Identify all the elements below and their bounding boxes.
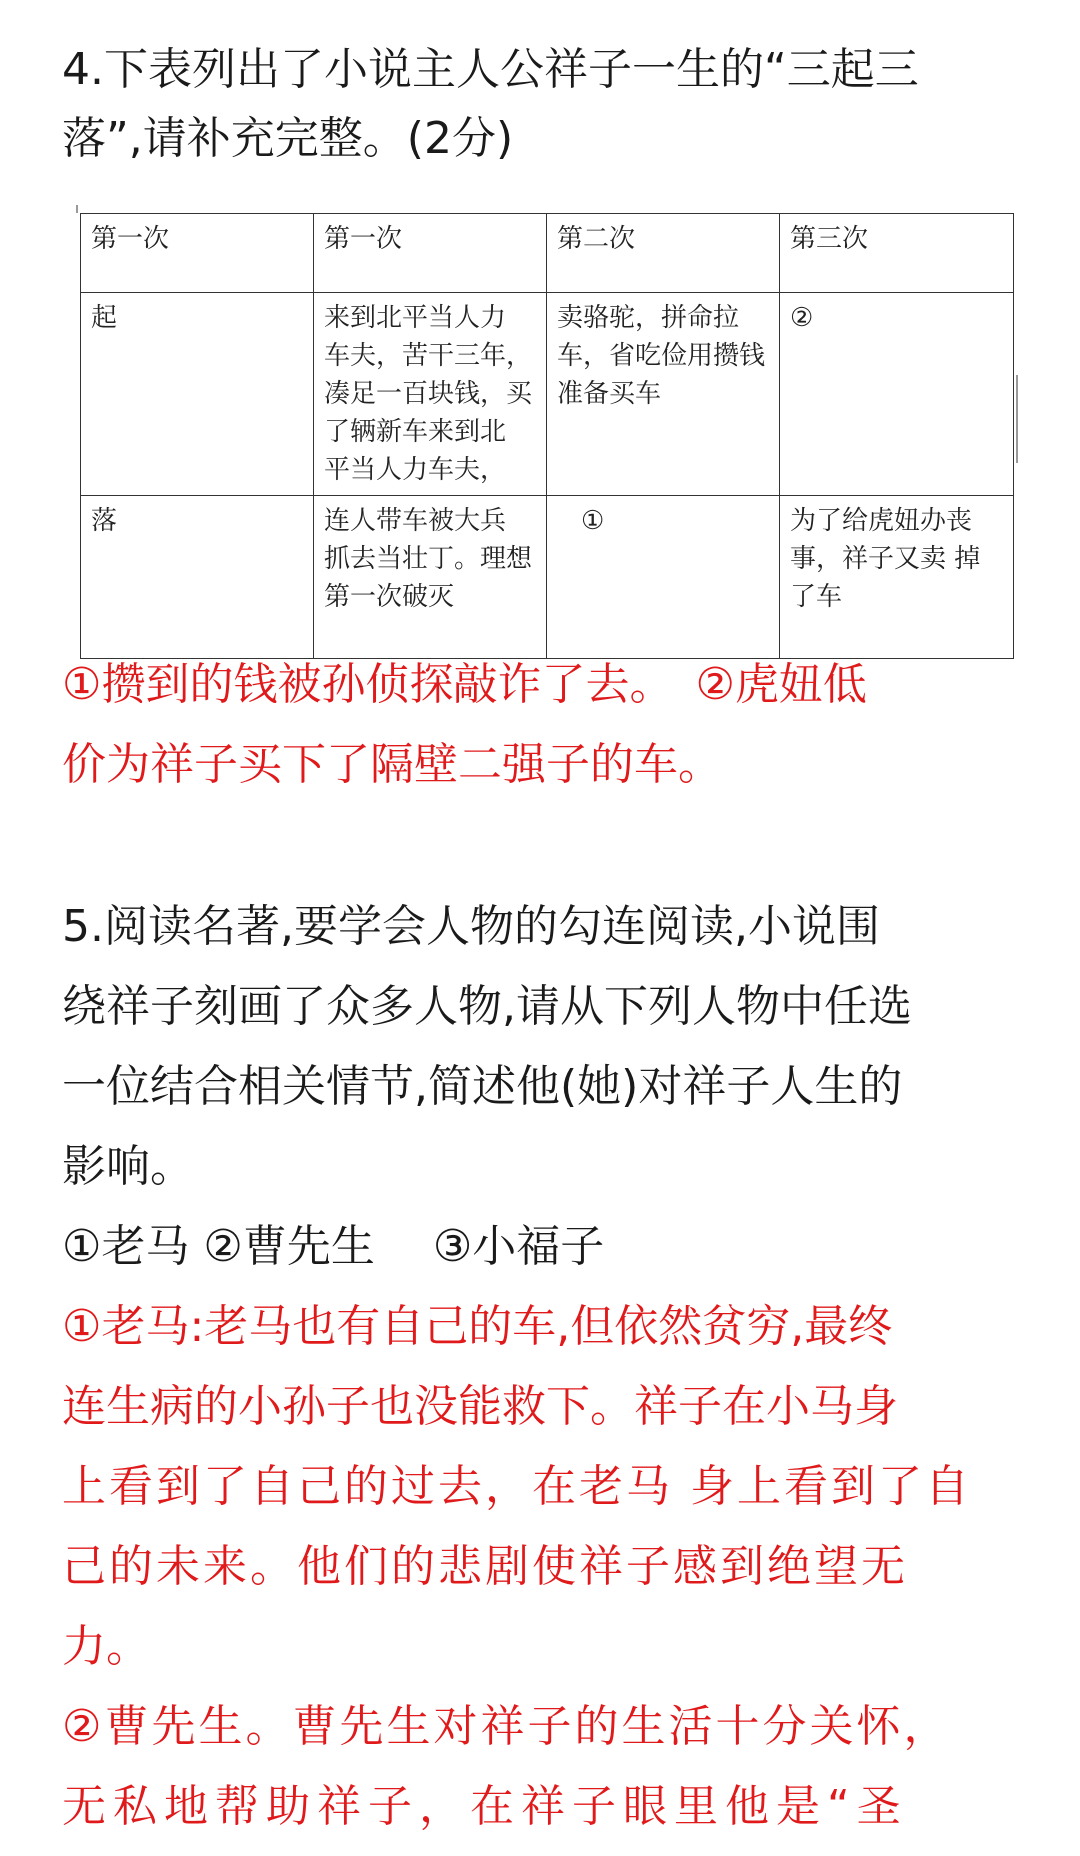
cell-text-line: 车夫，苦干三年， [324, 341, 533, 371]
cell-text-line: 抓去当壮丁。理想 [324, 544, 533, 574]
answer-4-line-1: ①攒到的钱被孙侦探敲诈了去。 ②虎妞低 [62, 659, 867, 710]
question-5-line-4: 影响。 [62, 1141, 194, 1192]
answer-5-line-6: ②曹先生。曹先生对祥子的生活十分关怀， [62, 1701, 951, 1752]
cell-text-line: 卖骆驼，拼命拉 [557, 303, 740, 333]
cell-text-line: 准备买车 [557, 379, 662, 409]
table-row-rise [81, 293, 1014, 496]
table-row-fall [81, 496, 1014, 659]
cell-text-line: 凑足一百块钱，买 [324, 379, 533, 409]
cell-text-line: 连人带车被大兵 [324, 506, 507, 536]
answer-5-line-2: 连生病的小孙子也没能救下。祥子在小马身 [62, 1381, 898, 1432]
cell-text-line: 来到北平当人力 [324, 303, 507, 333]
table-cell [780, 293, 1014, 496]
cell-text-line: 了辆新车来到北 [324, 417, 507, 447]
question-5-line-3: 一位结合相关情节,简述他(她)对祥子人生的 [62, 1061, 903, 1112]
cell-text-line: 第一次破灭 [324, 582, 455, 612]
table-header-cell: 第一次 [314, 214, 547, 293]
question-5-options: ①老马 ②曹先生 ③小福子 [62, 1221, 605, 1272]
cell-text-line: 平当人力车夫， [324, 455, 507, 485]
blank-marker-1: ① [581, 506, 605, 536]
cell-text-line: 为了给虎妞办丧 [790, 506, 973, 536]
table-header-cell: 第一次 [81, 214, 314, 293]
table-header-cell: 第三次 [780, 214, 1014, 293]
cell-text-line: 了车 [790, 582, 843, 612]
answer-4-line-2: 价为祥子买下了隔壁二强子的车。 [62, 739, 722, 790]
table-header-row [81, 214, 1014, 293]
answer-5-line-3: 上看到了自己的过去，在老马 身上看到了自 [62, 1461, 972, 1512]
table-cell [780, 496, 1014, 659]
san-qi-san-luo-table [80, 213, 1013, 629]
row-label-rise: 起 [81, 293, 314, 496]
table-cell [314, 496, 547, 659]
row-label-fall: 落 [81, 496, 314, 659]
answer-5-line-4: 己的未来。他们的悲剧使祥子感到绝望无 [62, 1541, 908, 1592]
cell-text-line: 事，祥子又卖 掉 [790, 544, 981, 574]
answer-5-line-1: ①老马:老马也有自己的车,但依然贫穷,最终 [62, 1301, 893, 1352]
answer-5-line-5: 力。 [62, 1621, 150, 1672]
cell-text-line: 车，省吃俭用攒钱 [557, 341, 766, 371]
blank-marker-2: ② [790, 303, 814, 333]
table-cell [314, 293, 547, 496]
table-scan-edge [1016, 375, 1018, 463]
table-cell [547, 293, 780, 496]
table-scan-edge [76, 205, 78, 213]
answer-5-line-7: 无私地帮助祥子，在祥子眼里他是“圣 [62, 1781, 908, 1832]
question-5-line-2: 绕祥子刻画了众多人物,请从下列人物中任选 [62, 981, 912, 1032]
question-4-line-2: 落”,请补充完整。(2分) [62, 113, 514, 164]
table-header-cell: 第二次 [547, 214, 780, 293]
table-cell [547, 496, 780, 659]
question-5-line-1: 5.阅读名著,要学会人物的勾连阅读,小说围 [62, 901, 880, 952]
question-4-line-1: 4.下表列出了小说主人公祥子一生的“三起三 [62, 44, 919, 95]
